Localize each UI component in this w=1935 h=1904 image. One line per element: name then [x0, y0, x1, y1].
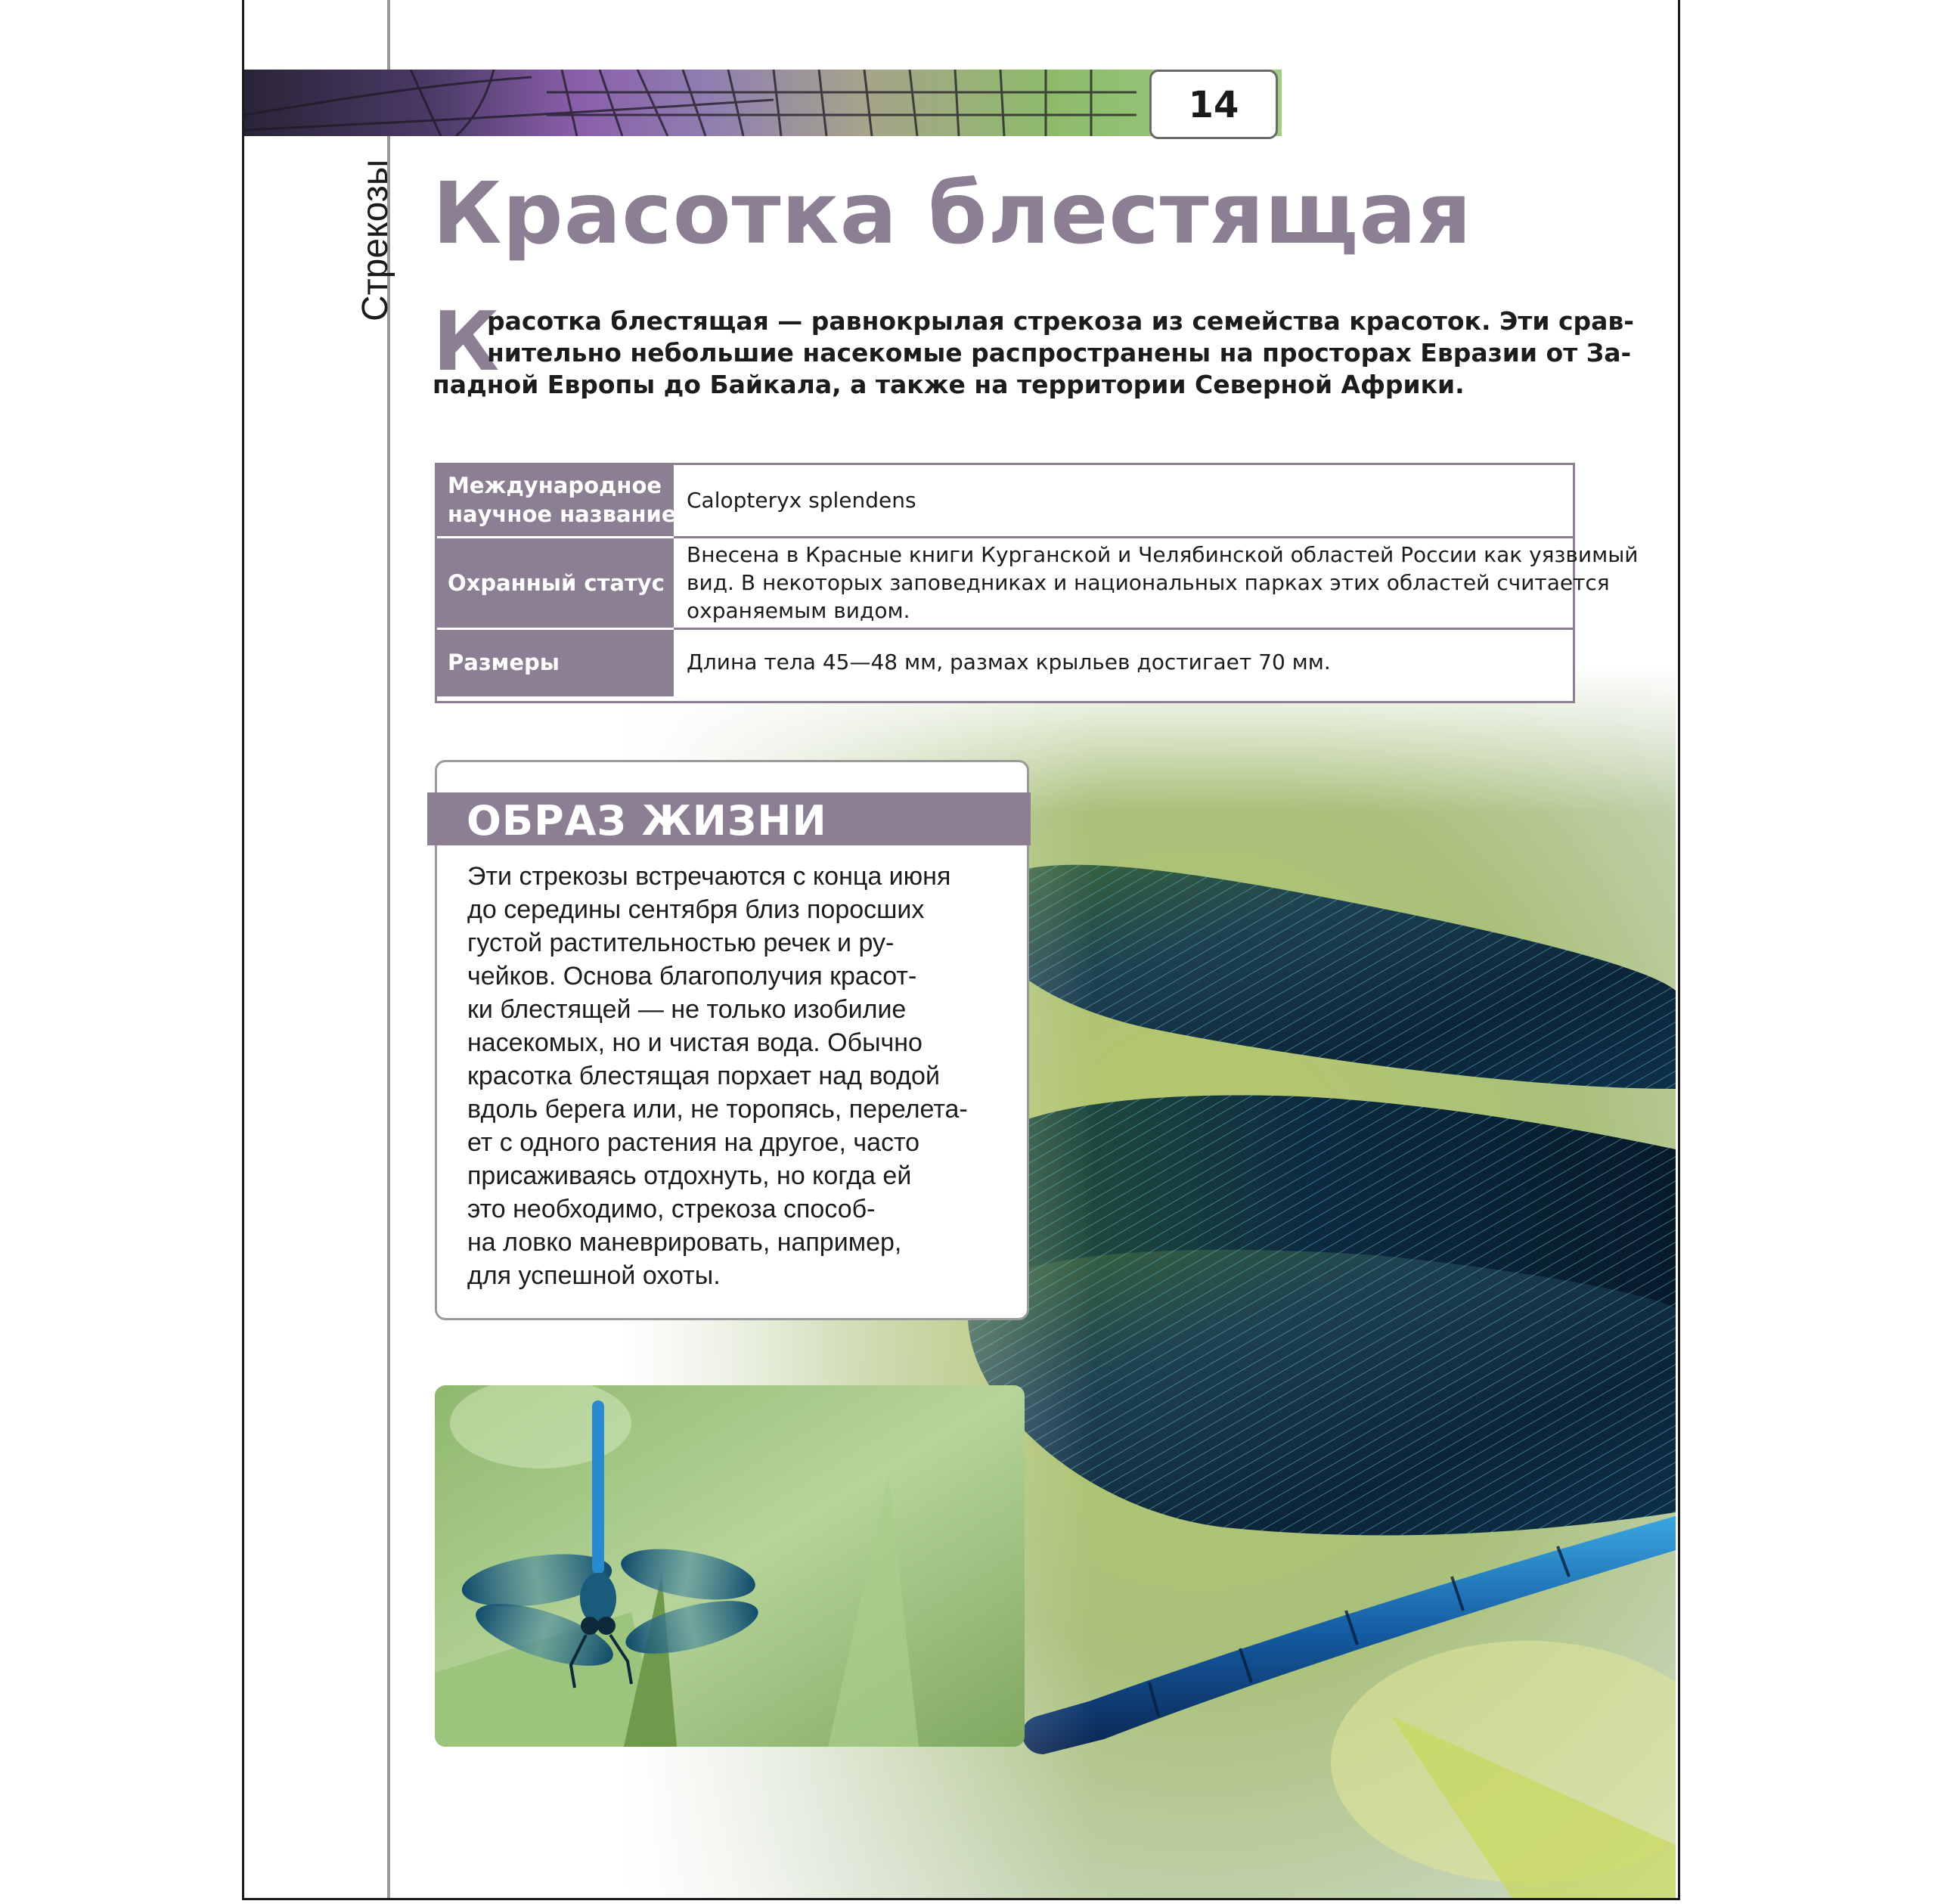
lifestyle-heading-text: ОБРАЗ ЖИЗНИ	[467, 797, 827, 845]
table-cell: вид. В некоторых заповедниках и национальных парках этих областей считается	[687, 570, 1610, 595]
lifestyle-line: вдоль берега или, не торопясь, перелета-	[467, 1095, 968, 1124]
table-row-header	[437, 538, 674, 628]
dragonfly-photo	[435, 1385, 1025, 1747]
table-row-header	[437, 630, 674, 696]
page-number: 14	[1188, 84, 1239, 126]
lifestyle-line: присаживаясь отдохнуть, но когда ей	[467, 1161, 912, 1190]
lifestyle-line: ки блестящей — не только изобилие	[467, 995, 907, 1024]
table-cell: охраняемым видом.	[687, 598, 910, 623]
table-row-header	[437, 465, 677, 536]
page-title: Красотка блестящая	[433, 165, 1472, 263]
page-number-box	[1149, 70, 1278, 139]
section-label-text: Стрекозы	[355, 159, 395, 321]
section-label	[352, 159, 397, 336]
lifestyle-line: на ловко маневрировать, например,	[467, 1228, 902, 1257]
intro-paragraph	[433, 295, 1634, 405]
info-table	[435, 463, 1639, 703]
table-header-line: Размеры	[448, 650, 560, 675]
wing-banner	[244, 70, 1282, 136]
intro-line: нительно небольшие насекомые распространены на просторах Евразии от За-	[487, 338, 1632, 367]
table-header-line: Охранный статус	[448, 570, 665, 596]
intro-line: падной Европы до Байкала, а также на территории Северной Африки.	[433, 370, 1465, 399]
lifestyle-line: чейков. Основа благополучия красот-	[467, 962, 917, 991]
table-header-line: научное название	[448, 501, 677, 527]
lifestyle-line: Эти стрекозы встречаются с конца июня	[467, 862, 951, 891]
table-header-line: Международное	[448, 473, 662, 498]
table-row	[437, 538, 1639, 628]
lifestyle-heading	[427, 792, 1031, 845]
lifestyle-line: до середины сентября близ поросших	[467, 895, 925, 924]
table-cell: Внесена в Красные книги Курганской и Челябинской областей России как уязвимый	[687, 542, 1639, 567]
intro-line: расотка блестящая — равнокрылая стрекоза из семейства красоток. Эти срав-	[487, 306, 1634, 336]
lifestyle-line: насекомых, но и чистая вода. Обычно	[467, 1028, 923, 1057]
lifestyle-line: ет с одного растения на другое, часто	[467, 1128, 920, 1157]
table-cell: Длина тела 45—48 мм, размах крыльев достигает 70 мм.	[687, 650, 1331, 674]
table-cell: Calopteryx splendens	[687, 488, 916, 513]
lifestyle-line: для успешной охоты.	[467, 1261, 721, 1290]
drop-cap: К	[433, 295, 500, 389]
lifestyle-line: красотка блестящая порхает над водой	[467, 1062, 940, 1090]
lifestyle-line: густой растительностью речек и ру-	[467, 929, 895, 957]
table-row	[437, 630, 1573, 696]
table-row	[437, 465, 1573, 536]
lifestyle-line: это необходимо, стрекоза способ-	[467, 1195, 876, 1223]
